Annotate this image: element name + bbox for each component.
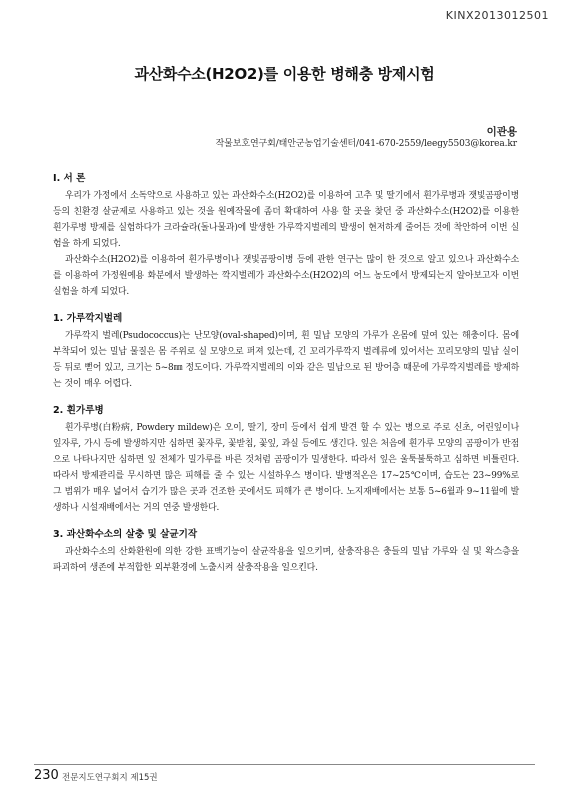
- journal-name: 전문지도연구회지 제15권: [62, 773, 158, 783]
- page-title: 과산화수소(H2O2)를 이용한 병해충 방제시험: [134, 65, 435, 83]
- section-heading-3: 3. 과산화수소의 살충 및 살균기작: [53, 529, 198, 540]
- section-2-paragraph: 흰가루병(白粉病, Powdery mildew)은 오이, 딸기, 장미 등에서 쉽게 발견 할 수 있는 병으로 주로 신초, 어린잎이나 잎자루, 가시 등에 발생하지만 심하면 꽃자루, 꽃받침, 꽃잎, 과실 등에도 생긴다. 잎은 처음에 흰가루 모양의 곰팡이가 반점으로 나타나지만 심하면 잎 전체가 밀가루를 바른 것처럼 곰팡이가 밀생한다. 따라서 잎은 울툭불툭하고 심하면 비틀린다. 따라서 방제관리를 무시하면 많은 피해를 줄 수 있는 시설하우스 병이다. 발병적온은 17~25℃이며, 습도는 23~99%로 그 범위가 매우 넓어서 습기가 많은 곳과 건조한 곳에서도 피해가 큰 병이다. 노지재배에서는 보통 5~6월과 9~11월에 발생하나 시설재배에서는 거의 연중 발생한다.: [53, 423, 519, 513]
- footer-divider: [34, 764, 535, 765]
- section-gap: [53, 392, 519, 402]
- document-id: KINX2013012501: [445, 9, 549, 22]
- page-number: 230: [34, 768, 59, 783]
- intro-paragraph-1: 우리가 가정에서 소독약으로 사용하고 있는 과산화수소(H2O2)를 이용하여 고추 및 딸기에서 흰가루병과 잿빛곰팡이병 등의 친환경 살균제로 사용하고 있는 것을 원예작물에 좀더 확대하여 사용 할 곳을 찾던 중 과산화수소(H2O2)를 이용한 흰가루병 방제를 실험하다가 크라슐라(돌나물과)에 발생한 가루깍지벌레의 발생이 현저하게 줄어든 것에 착안하여 이번 실험을 하게 되었다.: [53, 191, 519, 249]
- author-name: 이관용: [486, 126, 517, 138]
- article-body: [53, 170, 519, 576]
- section-gap: [53, 516, 519, 526]
- section-heading-intro: Ⅰ. 서 론: [53, 173, 86, 184]
- section-3-paragraph: 과산화수소의 산화환원에 의한 강한 표백기능이 살균작용을 일으키며, 살충작용은 충들의 밀납 가루와 실 및 왁스층을 파괴하여 생존에 부적합한 외부환경에 노출시켜 살충작용을 일으킨다.: [53, 547, 519, 573]
- section-heading-1: 1. 가루깍지벌레: [53, 313, 123, 324]
- section-gap: [53, 300, 519, 310]
- section-1-paragraph: 가루깍지 벌레(Psudococcus)는 난모양(oval-shaped)이며, 흰 밀납 모양의 가루가 온몸에 덮여 있는 해충이다. 몸에 부착되어 있는 밀납 물질은 몸 주위로 실 모양으로 퍼져 있는데, 긴 꼬리가루깍지 벌레류에 있어서는 꼬리모양의 밀납 실이 등 뒤로 뻗어 있고, 크기는 5~8㎜ 정도이다. 가루깍지벌레의 이와 같은 밀납으로 된 방어층 때문에 가루깍지벌레를 방제하는 것이 매우 어렵다.: [53, 331, 519, 389]
- intro-paragraph-2: 과산화수소(H2O2)를 이용하여 흰가루병이나 잿빛곰팡이병 등에 관한 연구는 많이 한 것으로 알고 있으나 과산화수소를 이용하여 가정원예용 화분에서 발생하는 깍지벌레가 과산화수소(H2O2)의 어느 농도에서 방제되는지 알아보고자 이번 실험을 하게 되었다.: [53, 255, 519, 297]
- section-heading-2: 2. 흰가루병: [53, 405, 104, 416]
- page-footer: [0, 760, 569, 800]
- author-affiliation: 작물보호연구회/태안군농업기술센터/041-670-2559/leegy5503@korea.kr: [215, 139, 517, 149]
